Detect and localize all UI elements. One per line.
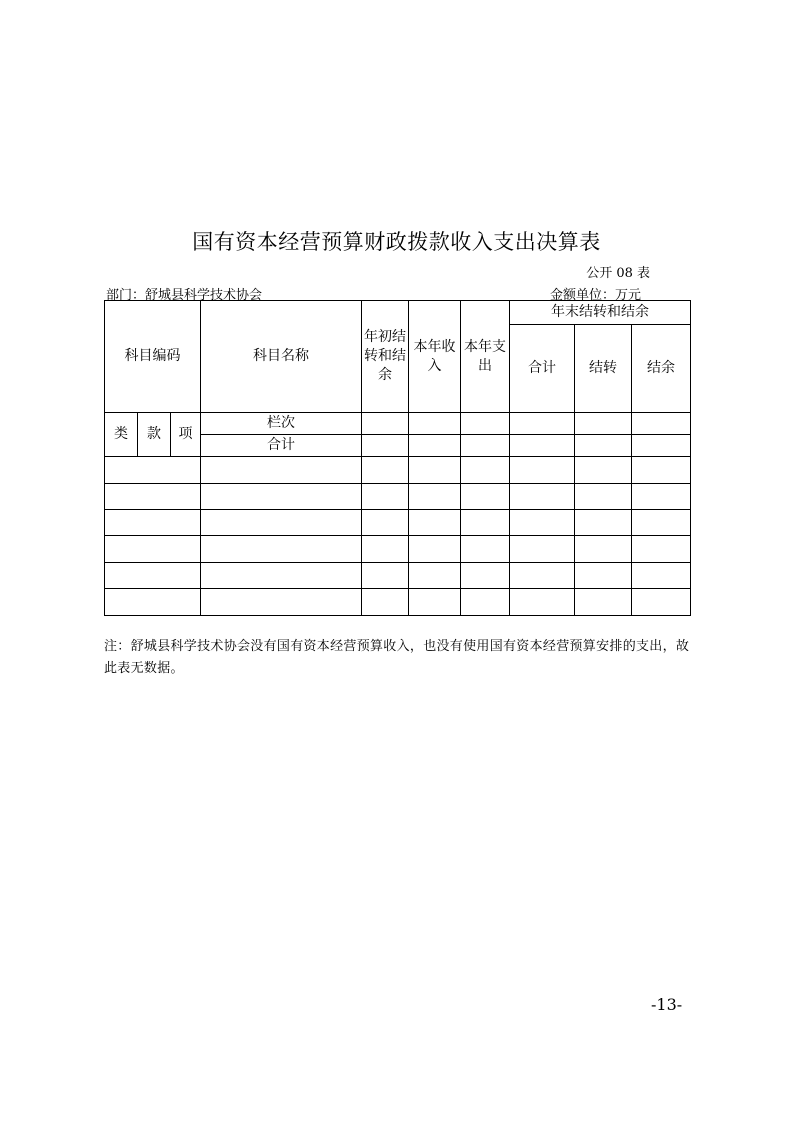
table-cell [362, 589, 409, 616]
table-cell [461, 536, 510, 563]
table-cell [510, 589, 575, 616]
table-cell [105, 589, 201, 616]
header-carryover: 结转 [575, 325, 632, 413]
table-cell [461, 457, 510, 484]
table-cell [510, 536, 575, 563]
table-cell [201, 510, 362, 536]
table-cell [632, 510, 691, 536]
table-cell [409, 435, 461, 457]
table-row [105, 589, 691, 616]
table-cell [461, 484, 510, 510]
table-cell [461, 589, 510, 616]
footnote: 注：舒城县科学技术协会没有国有资本经营预算收入，也没有使用国有资本经营预算安排的支出，故此表无数据。 [104, 639, 690, 676]
table-cell [105, 484, 201, 510]
table-cell [632, 589, 691, 616]
table-cell [461, 435, 510, 457]
table-row [105, 563, 691, 589]
table-cell [201, 484, 362, 510]
header-income-text: 本年收入 [413, 338, 456, 374]
table-cell [201, 457, 362, 484]
header-begin-balance [362, 301, 409, 413]
table-cell [575, 563, 632, 589]
code-section: 款 [138, 413, 171, 457]
table-cell [632, 457, 691, 484]
table-cell [362, 413, 409, 435]
table-cell [461, 563, 510, 589]
table-cell [510, 435, 575, 457]
table-cell [362, 484, 409, 510]
header-subject-name: 科目名称 [201, 301, 362, 413]
code-item: 项 [171, 413, 201, 457]
table-cell [461, 413, 510, 435]
header-expense [461, 301, 510, 413]
table-cell [510, 510, 575, 536]
unit-label: 金额单位：万元 [550, 288, 642, 303]
table-cell [510, 563, 575, 589]
header-row-1 [105, 301, 691, 325]
table-cell [510, 484, 575, 510]
table-cell [575, 435, 632, 457]
code-category: 类 [105, 413, 138, 457]
table-cell [362, 510, 409, 536]
table-cell [632, 484, 691, 510]
table-row [105, 536, 691, 563]
page-title: 国有资本经营预算财政拨款收入支出决算表 [192, 230, 601, 254]
table-cell [105, 510, 201, 536]
table-cell [461, 510, 510, 536]
table-row [105, 510, 691, 536]
table-cell [409, 510, 461, 536]
header-begin-balance-text: 年初结转和结余 [364, 329, 406, 383]
table-cell [201, 589, 362, 616]
table-cell [362, 457, 409, 484]
table-cell [575, 457, 632, 484]
row-label-total: 合计 [201, 435, 362, 457]
header-surplus: 结余 [632, 325, 691, 413]
table-cell [201, 563, 362, 589]
table-cell [362, 536, 409, 563]
table-row [105, 457, 691, 484]
table-cell [409, 484, 461, 510]
table-cell [575, 589, 632, 616]
header-subject-code: 科目编码 [105, 301, 201, 413]
table-cell [409, 563, 461, 589]
budget-table [104, 300, 691, 616]
table-cell [105, 563, 201, 589]
table-cell [409, 413, 461, 435]
header-total: 合计 [510, 325, 575, 413]
table-cell [409, 536, 461, 563]
page-number: -13- [651, 995, 683, 1014]
table-row [105, 484, 691, 510]
table-cell [362, 563, 409, 589]
table-cell [201, 536, 362, 563]
table-cell [510, 413, 575, 435]
table-cell [575, 510, 632, 536]
column-number-row [105, 413, 691, 435]
department-label: 部门：舒城县科学技术协会 [106, 288, 263, 303]
table-cell [510, 457, 575, 484]
table-cell [575, 413, 632, 435]
table-cell [105, 536, 201, 563]
table-cell [632, 536, 691, 563]
table-cell [632, 413, 691, 435]
table-cell [575, 536, 632, 563]
header-income [409, 301, 461, 413]
form-code: 公开 08 表 [586, 266, 650, 281]
header-end-balance-group: 年末结转和结余 [510, 301, 691, 325]
table-cell [632, 563, 691, 589]
table-cell [632, 435, 691, 457]
row-label-column-no: 栏次 [201, 413, 362, 435]
header-expense-text: 本年支出 [464, 338, 506, 374]
table-cell [575, 484, 632, 510]
table-cell [105, 457, 201, 484]
table-cell [409, 589, 461, 616]
table-cell [362, 435, 409, 457]
table-cell [409, 457, 461, 484]
